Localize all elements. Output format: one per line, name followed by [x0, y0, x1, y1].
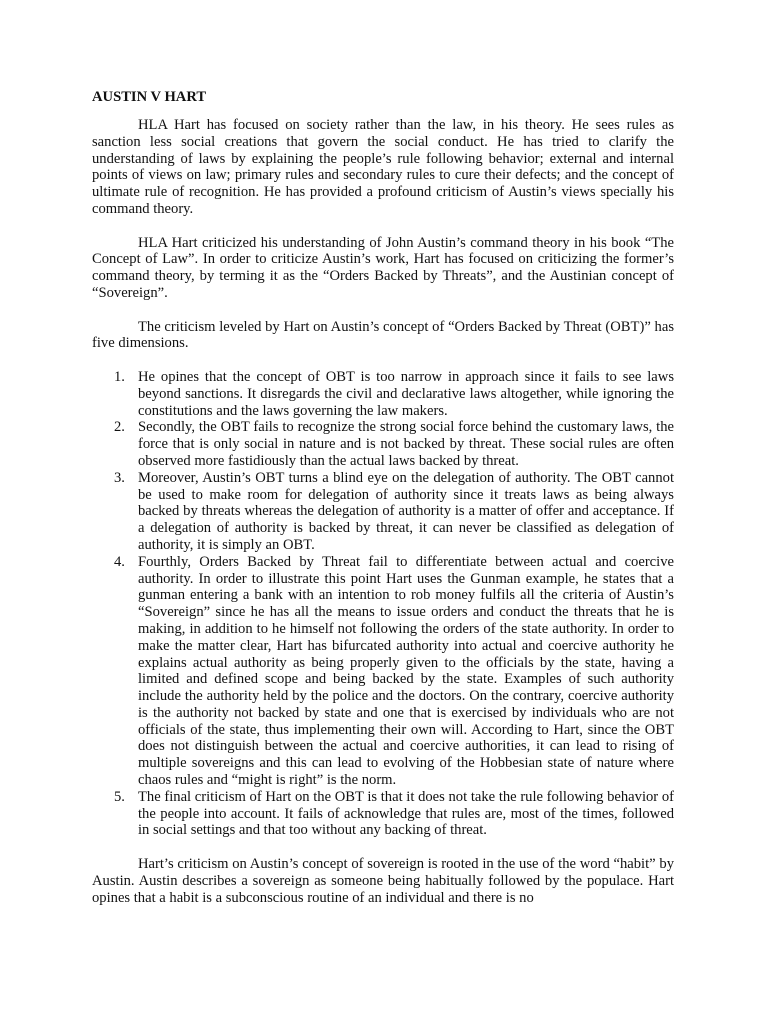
- spacer: [92, 839, 674, 856]
- paragraph-final: Hart’s criticism on Austin’s concept of sovereign is rooted in the use of the word “habit” by Austin. Austin describes a sovereign as someone being habitually followed by the populace. Hart opines that a habit is a subconscious routine of an individual and there is no: [92, 856, 674, 906]
- list-item-text: Secondly, the OBT fails to recognize the strong social force behind the customary laws, the force that is only social in nature and is not backed by threat. These social rules are often observed more fastidiously than the actual laws backed by threat.: [138, 419, 674, 469]
- list-item-number: 4.: [114, 553, 125, 570]
- spacer: [92, 218, 674, 235]
- list-item-text: Moreover, Austin’s OBT turns a blind eye on the delegation of authority. The OBT cannot be used to make room for delegation of authority since it treats laws as being always backed by threats whereas the delegation of authority is a matter of offer and acceptance. If a delegation of authority is backed by threat, it can never be classified as delegation of authority, it is simply an OBT.: [138, 469, 674, 553]
- document-page: [92, 84, 674, 907]
- paragraph-3: The criticism leveled by Hart on Austin’s concept of “Orders Backed by Threat (OBT)” has five dimensions.: [92, 318, 674, 352]
- list-item-number: 2.: [114, 419, 125, 436]
- list-item: [92, 419, 674, 469]
- list-item: [92, 789, 674, 839]
- spacer: [92, 302, 674, 319]
- list-item: [92, 369, 674, 419]
- spacer: [92, 106, 674, 117]
- paragraph-1: HLA Hart has focused on society rather than the law, in his theory. He sees rules as sanction less social creations that govern the social conduct. He has tried to clarify the understanding of laws by explaining the people’s rule following behavior; external and internal points of views on law; primary rules and secondary rules to cure their defects; and the concept of ultimate rule of recognition. He has provided a profound criticism of Austin’s views specially his command theory.: [92, 117, 674, 217]
- list-item-text: Fourthly, Orders Backed by Threat fail to differentiate between actual and coercive authority. In order to illustrate this point Hart uses the Gunman example, he states that a gunman entering a bank with an intention to rob money fulfils all the criteria of Austin’s “Sovereign” since he has all the means to issue orders and conduct the threats that he is making, in addition to he himself not following the orders of the state authority. In order to make the matter clear, Hart has bifurcated authority into actual and coercive authority he explains actual authority as being properly given to the officials by the state, having a limited and defined scope and being backed by the state. Examples of such authority include the authority held by the police and the doctors. On the contrary, coercive authority is the authority not backed by state and one that is exercised by individuals who are not officials of the state, thus implementing their own will. According to Hart, since the OBT does not distinguish between the actual and coercive authorities, it can lead to rising of multiple sovereigns and this can lead to evolving of the Hobbesian state of nature where chaos rules and “might is right” is the norm.: [138, 553, 674, 789]
- paragraph-2: HLA Hart criticized his understanding of John Austin’s command theory in his book “The Concept of Law”. In order to criticize Austin’s work, Hart has focused on criticizing the former’s command theory, by terming it as the “Orders Backed by Threats”, and the Austinian concept of “Sovereign”.: [92, 234, 674, 301]
- spacer: [92, 352, 674, 369]
- list-item-text: He opines that the concept of OBT is too narrow in approach since it fails to see laws beyond sanctions. It disregards the civil and declarative laws altogether, while ignoring the constitutions and the laws governing the law makers.: [138, 368, 674, 419]
- list-item-text: The final criticism of Hart on the OBT is that it does not take the rule following behavior of the people into account. It fails of acknowledge that rules are, most of the times, followed in social settings and that too without any backing of threat.: [138, 788, 674, 839]
- list-item: [92, 470, 674, 554]
- list-item-number: 5.: [114, 788, 125, 805]
- list-item-number: 1.: [114, 368, 125, 385]
- final-paragraph-clip: [92, 856, 674, 907]
- document-title: AUSTIN V HART: [92, 89, 207, 105]
- list-item-number: 3.: [114, 469, 125, 486]
- list-item: [92, 554, 674, 789]
- criticism-list: [92, 369, 674, 839]
